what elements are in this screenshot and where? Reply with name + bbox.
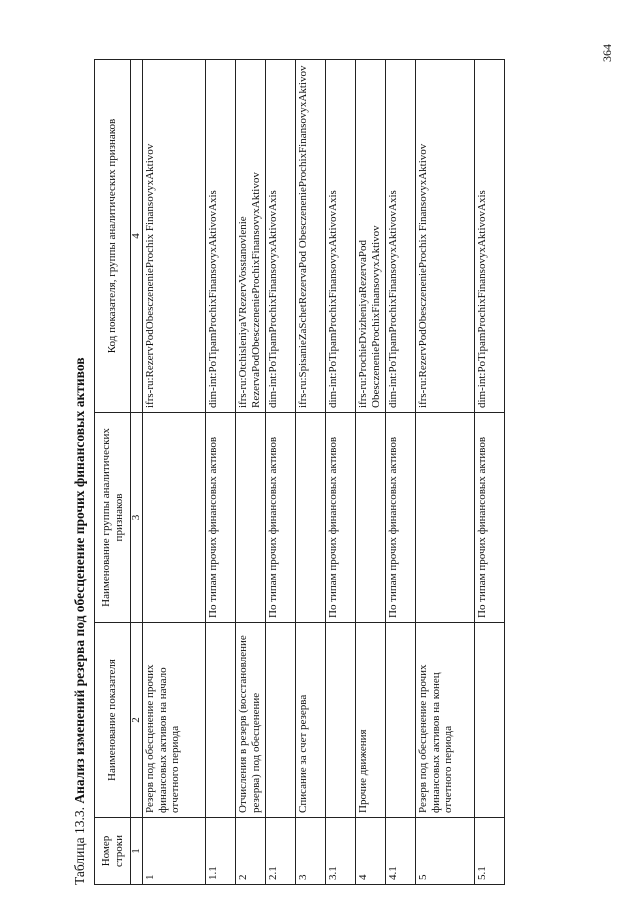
row-group-name [236, 413, 266, 623]
row-code: dim-int:PoTipamProchixFinansovyxAktivovAxis [326, 60, 356, 413]
column-number: 2 [131, 623, 143, 818]
row-indicator-name: Резерв под обесценение прочих финансовых активов на конец отчетного периода [416, 623, 475, 818]
caption-prefix: Таблица 13.3. [72, 803, 87, 885]
row-indicator-name [206, 623, 236, 818]
row-code: dim-int:PoTipamProchixFinansovyxAktivovAxis [386, 60, 416, 413]
row-indicator-name [386, 623, 416, 818]
row-number: 1.1 [206, 818, 236, 885]
table-row [266, 60, 296, 885]
row-group-name: По типам прочих финансовых активов [475, 413, 505, 623]
row-group-name [416, 413, 475, 623]
row-number: 2 [236, 818, 266, 885]
table-row [386, 60, 416, 885]
header-indicator-name: Наименование показателя [95, 623, 131, 818]
table-row [296, 60, 326, 885]
row-code: dim-int:PoTipamProchixFinansovyxAktivovAxis [266, 60, 296, 413]
row-number: 3 [296, 818, 326, 885]
table-header-row [95, 60, 131, 885]
row-group-name [143, 413, 206, 623]
row-code: ifrs-ru:SpisanieZaSchetRezervaPod ObesczenenieProchixFinansovyxAktivov [296, 60, 326, 413]
row-code: ifrs-ru:RezervPodObesczenenieProchix FinansovyxAktivov [416, 60, 475, 413]
row-group-name [356, 413, 386, 623]
row-indicator-name [326, 623, 356, 818]
row-code: ifrs-ru:ProchieDvizheniyaRezervaPod ObesczenenieProchixFinansovyxAktivov [356, 60, 386, 413]
header-row-number: Номер строки [95, 818, 131, 885]
row-code: dim-int:PoTipamProchixFinansovyxAktivovAxis [206, 60, 236, 413]
row-group-name: По типам прочих финансовых активов [206, 413, 236, 623]
row-group-name: По типам прочих финансовых активов [266, 413, 296, 623]
table-row [143, 60, 206, 885]
row-number: 3.1 [326, 818, 356, 885]
table-row [326, 60, 356, 885]
caption-title: Анализ изменений резерва под обесценение прочих финансовых активов [72, 357, 87, 804]
table-row [356, 60, 386, 885]
row-indicator-name [475, 623, 505, 818]
row-number: 2.1 [266, 818, 296, 885]
row-indicator-name: Резерв под обесценение прочих финансовых активов на начало отчетного периода [143, 623, 206, 818]
row-group-name [296, 413, 326, 623]
header-code: Код показателя, группы аналитических признаков [95, 60, 131, 413]
column-numbers-row [131, 60, 143, 885]
row-group-name: По типам прочих финансовых активов [326, 413, 356, 623]
row-indicator-name: Списание за счет резерва [296, 623, 326, 818]
table-caption [70, 60, 94, 885]
column-number: 1 [131, 818, 143, 885]
row-number: 5 [416, 818, 475, 885]
column-number: 3 [131, 413, 143, 623]
row-indicator-name: Отчисления в резерв (восстановление резерва) под обесценение [236, 623, 266, 818]
rotated-landscape-content [70, 60, 540, 885]
row-indicator-name: Прочие движения [356, 623, 386, 818]
row-code: dim-int:PoTipamProchixFinansovyxAktivovAxis [475, 60, 505, 413]
row-code: ifrs-ru:OtchisleniyaVRezervVosstanovlenie RezervaPodObesczenenieProchixFinansovyxAktivov [236, 60, 266, 413]
row-group-name: По типам прочих финансовых активов [386, 413, 416, 623]
row-indicator-name [266, 623, 296, 818]
row-number: 5.1 [475, 818, 505, 885]
header-group-name: Наименование группы аналитических признаков [95, 413, 131, 623]
table-row [475, 60, 505, 885]
reserve-changes-table [94, 59, 505, 885]
table-row [206, 60, 236, 885]
table-row [236, 60, 266, 885]
row-code: ifrs-ru:RezervPodObesczenenieProchix FinansovyxAktivov [143, 60, 206, 413]
row-number: 1 [143, 818, 206, 885]
table-row [416, 60, 475, 885]
row-number: 4.1 [386, 818, 416, 885]
column-number: 4 [131, 60, 143, 413]
page-number: 364 [600, 44, 614, 62]
row-number: 4 [356, 818, 386, 885]
